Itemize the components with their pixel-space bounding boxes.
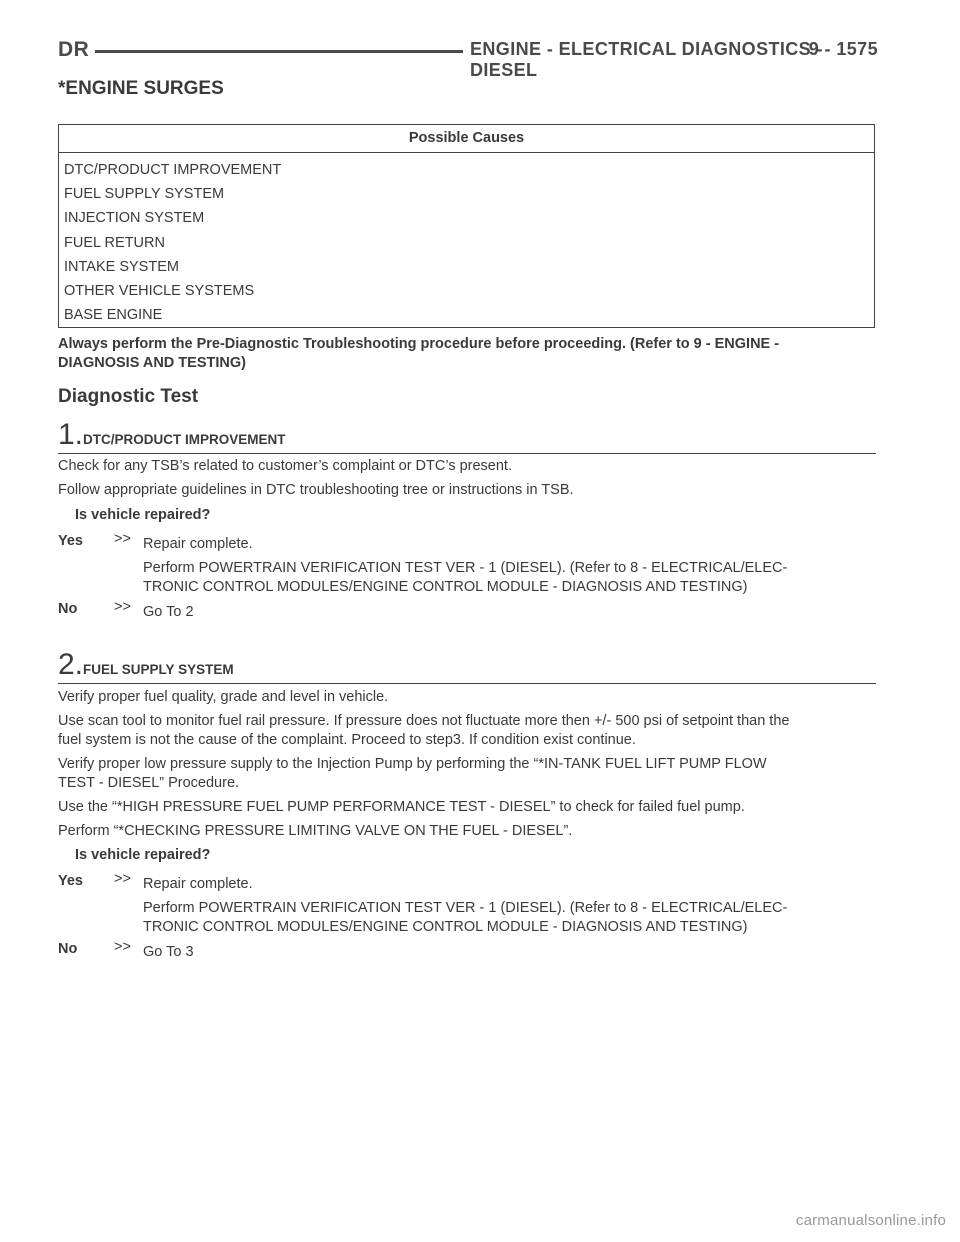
cause-item: BASE ENGINE bbox=[64, 307, 163, 323]
step-title: FUEL SUPPLY SYSTEM bbox=[83, 662, 234, 677]
step-1-question: Is vehicle repaired? bbox=[75, 507, 211, 523]
cause-item: FUEL RETURN bbox=[64, 235, 165, 251]
possible-causes-table bbox=[58, 124, 875, 328]
step-1-no-arrow: >> bbox=[114, 599, 131, 615]
step-1-paragraph: Check for any TSB’s related to customer’s complaint or DTC’s present. bbox=[58, 458, 512, 474]
header-section-title: ENGINE - ELECTRICAL DIAGNOSTICS - DIESEL bbox=[470, 39, 823, 80]
step-2-no-arrow: >> bbox=[114, 939, 131, 955]
step-2-question: Is vehicle repaired? bbox=[75, 847, 211, 863]
step-2-paragraph: Verify proper low pressure supply to the Injection Pump by performing the “*IN-TANK FUEL LIFT PUMP FLOW bbox=[58, 756, 767, 772]
step-1-yes-text: Repair complete. bbox=[143, 536, 253, 552]
step-2-no-label: No bbox=[58, 941, 78, 957]
step-2-yes-text: Repair complete. bbox=[143, 876, 253, 892]
step-number: 2. bbox=[58, 648, 84, 681]
step-1-yes-arrow: >> bbox=[114, 531, 131, 547]
cause-item: INJECTION SYSTEM bbox=[64, 210, 205, 226]
page-title: *ENGINE SURGES bbox=[58, 78, 224, 99]
cause-item: INTAKE SYSTEM bbox=[64, 259, 179, 275]
pre-diagnostic-note-line-2: DIAGNOSIS AND TESTING) bbox=[58, 355, 246, 371]
step-2-paragraph: fuel system is not the cause of the complaint. Proceed to step3. If condition exist continue. bbox=[58, 732, 636, 748]
header-page-number: 9 - 1575 bbox=[808, 39, 878, 59]
step-1-no-text: Go To 2 bbox=[143, 604, 194, 620]
step-2-paragraph: Use scan tool to monitor fuel rail pressure. If pressure does not fluctuate more then +/- 500 psi of setpoint than the bbox=[58, 713, 790, 729]
page-header bbox=[58, 38, 878, 80]
header-rule bbox=[95, 50, 463, 53]
diagnostic-test-title: Diagnostic Test bbox=[58, 386, 199, 407]
step-2-paragraph: Verify proper fuel quality, grade and level in vehicle. bbox=[58, 689, 389, 705]
step-2-yes-label: Yes bbox=[58, 873, 83, 889]
step-2-paragraph: TEST - DIESEL” Procedure. bbox=[58, 775, 240, 791]
pre-diagnostic-note-line-1: Always perform the Pre-Diagnostic Troubleshooting procedure before proceeding. (Refer to 9 - ENGINE - bbox=[58, 336, 780, 352]
step-1-rule bbox=[58, 453, 876, 454]
step-1-paragraph: Follow appropriate guidelines in DTC troubleshooting tree or instructions in TSB. bbox=[58, 482, 574, 498]
step-2-yes-detail: TRONIC CONTROL MODULES/ENGINE CONTROL MODULE - DIAGNOSIS AND TESTING) bbox=[143, 919, 748, 935]
step-title: DTC/PRODUCT IMPROVEMENT bbox=[83, 432, 286, 447]
step-1-no-label: No bbox=[58, 601, 78, 617]
step-2-rule bbox=[58, 683, 876, 684]
possible-causes-heading: Possible Causes bbox=[59, 125, 874, 153]
step-2-yes-arrow: >> bbox=[114, 871, 131, 887]
step-1-yes-detail: TRONIC CONTROL MODULES/ENGINE CONTROL MODULE - DIAGNOSIS AND TESTING) bbox=[143, 579, 748, 595]
cause-item: FUEL SUPPLY SYSTEM bbox=[64, 186, 225, 202]
step-1-heading bbox=[58, 418, 286, 452]
step-2-paragraph: Use the “*HIGH PRESSURE FUEL PUMP PERFORMANCE TEST - DIESEL” to check for failed fuel pump. bbox=[58, 799, 745, 815]
step-2-yes-detail: Perform POWERTRAIN VERIFICATION TEST VER - 1 (DIESEL). (Refer to 8 - ELECTRICAL/ELEC- bbox=[143, 900, 788, 916]
step-2-paragraph: Perform “*CHECKING PRESSURE LIMITING VALVE ON THE FUEL - DIESEL”. bbox=[58, 823, 573, 839]
step-2-heading bbox=[58, 648, 234, 682]
step-number: 1. bbox=[58, 418, 84, 451]
cause-item: OTHER VEHICLE SYSTEMS bbox=[64, 283, 255, 299]
step-1-yes-label: Yes bbox=[58, 533, 83, 549]
cause-item: DTC/PRODUCT IMPROVEMENT bbox=[64, 162, 282, 178]
header-model: DR bbox=[58, 38, 90, 61]
site-watermark: carmanualsonline.info bbox=[795, 1212, 946, 1229]
step-2-no-text: Go To 3 bbox=[143, 944, 194, 960]
step-1-yes-detail: Perform POWERTRAIN VERIFICATION TEST VER - 1 (DIESEL). (Refer to 8 - ELECTRICAL/ELEC- bbox=[143, 560, 788, 576]
